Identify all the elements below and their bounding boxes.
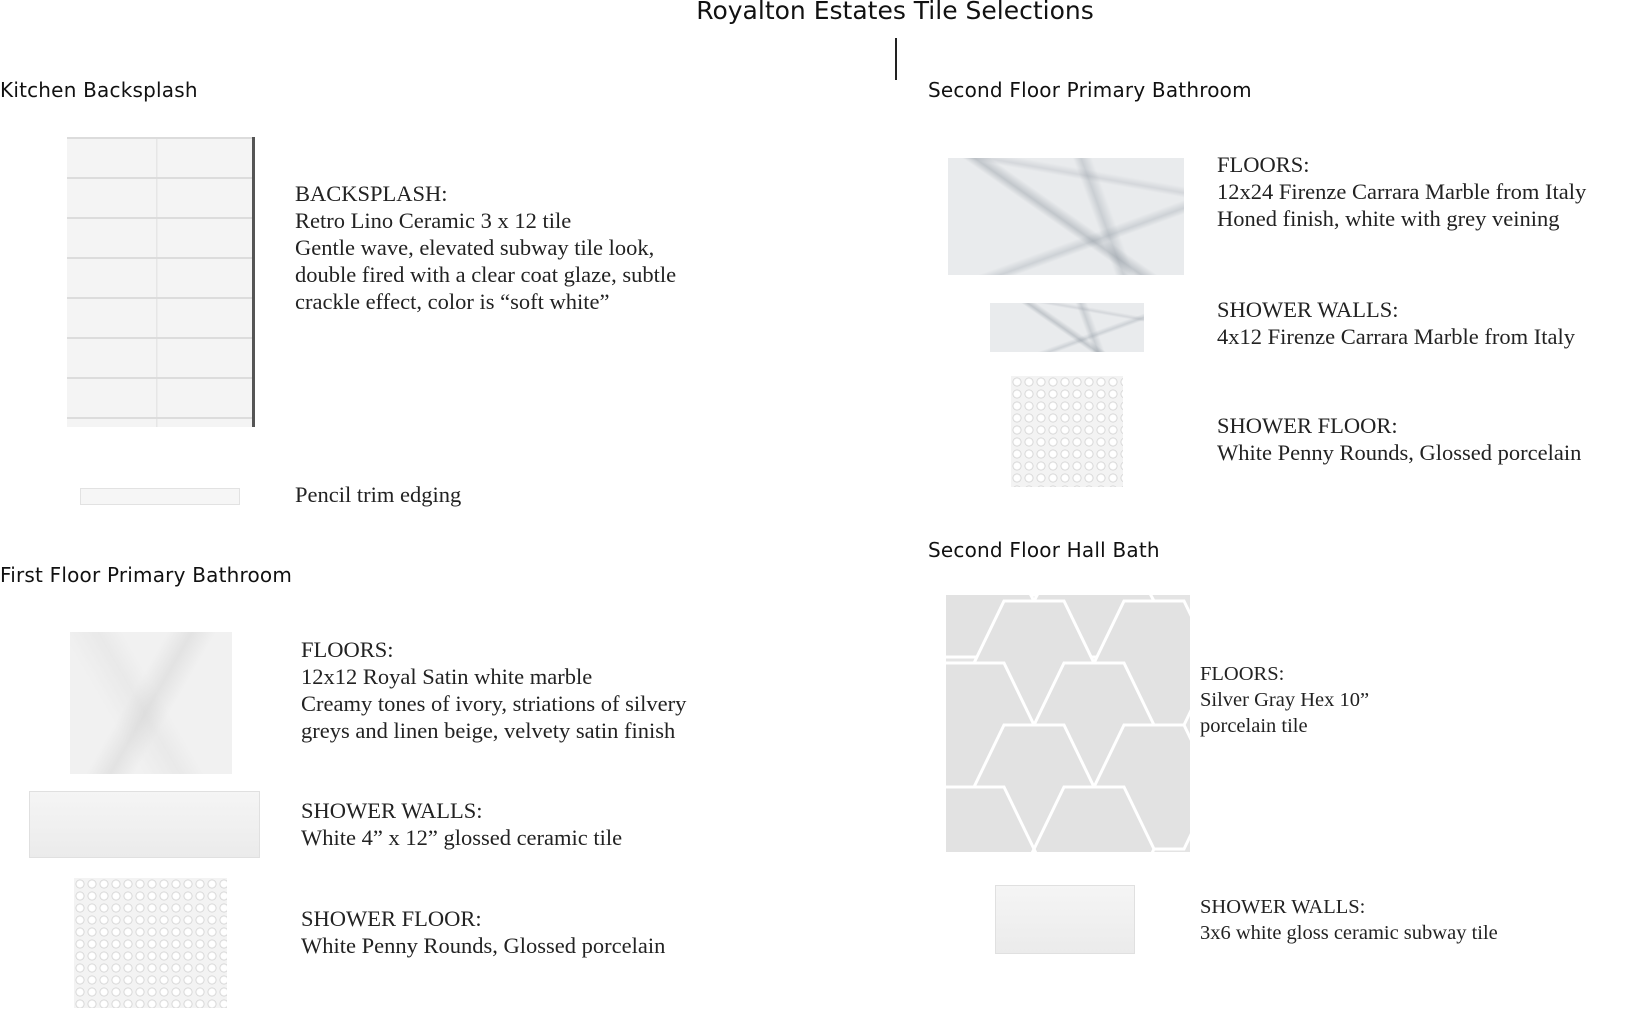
pencil-trim-swatch [80,488,240,505]
floors-line: greys and linen beige, velvety satin finish [301,718,676,743]
backsplash-label: BACKSPLASH: [295,181,448,206]
backsplash-tile-swatch [67,137,255,427]
backsplash-line: crackle effect, color is “soft white” [295,289,610,314]
section-heading-second-floor-hall-bath: Second Floor Hall Bath [928,538,1160,562]
shower-walls-line: 3x6 white gloss ceramic subway tile [1200,922,1498,944]
penny-rounds-swatch [1011,376,1123,487]
backsplash-line: Retro Lino Ceramic 3 x 12 tile [295,208,572,233]
floors-line: Silver Gray Hex 10” [1200,689,1370,711]
first-primary-shower-walls-description [301,797,622,851]
shower-walls-label: SHOWER WALLS: [1217,297,1399,322]
backsplash-line: double fired with a clear coat glaze, subtle [295,262,677,287]
floors-line: 12x12 Royal Satin white marble [301,664,593,689]
hall-bath-floors-description [1200,661,1369,739]
floors-label: FLOORS: [1200,663,1285,685]
shower-floor-label: SHOWER FLOOR: [301,906,482,931]
shower-walls-line: White 4” x 12” glossed ceramic tile [301,825,623,850]
shower-walls-label: SHOWER WALLS: [301,798,483,823]
white-ceramic-tile-swatch [29,791,260,858]
shower-walls-label: SHOWER WALLS: [1200,896,1366,918]
title-divider [895,38,897,80]
section-heading-first-floor-primary: First Floor Primary Bathroom [0,563,293,587]
second-primary-shower-walls-description [1217,296,1575,350]
penny-rounds-swatch [74,878,227,1008]
shower-floor-label: SHOWER FLOOR: [1217,413,1398,438]
carrara-marble-4x12-swatch [990,303,1144,352]
floors-line: Creamy tones of ivory, striations of silvery [301,691,687,716]
shower-floor-line: White Penny Rounds, Glossed porcelain [301,933,666,958]
page-title: Royalton Estates Tile Selections [696,0,1094,25]
pencil-trim-label: Pencil trim edging [295,482,462,507]
hex-tile-pattern [946,595,1190,852]
floors-label: FLOORS: [1217,152,1310,177]
section-heading-kitchen: Kitchen Backsplash [0,78,198,102]
hall-bath-shower-walls-description [1200,894,1498,946]
white-subway-tile-swatch [995,885,1135,954]
royal-satin-marble-swatch [70,632,232,774]
carrara-marble-12x24-swatch [948,158,1184,275]
floors-label: FLOORS: [301,637,394,662]
second-primary-shower-floor-description [1217,412,1581,466]
silver-gray-hex-swatch [946,595,1190,852]
floors-line: porcelain tile [1200,715,1308,737]
first-primary-shower-floor-description [301,905,665,959]
second-primary-floors-description [1217,151,1586,232]
backsplash-line: Gentle wave, elevated subway tile look, [295,235,655,260]
shower-floor-line: White Penny Rounds, Glossed porcelain [1217,440,1582,465]
floors-line: Honed finish, white with grey veining [1217,206,1560,231]
floors-line: 12x24 Firenze Carrara Marble from Italy [1217,179,1587,204]
shower-walls-line: 4x12 Firenze Carrara Marble from Italy [1217,324,1575,349]
first-primary-floors-description [301,636,686,744]
backsplash-description [295,180,676,315]
section-heading-second-floor-primary: Second Floor Primary Bathroom [928,78,1252,102]
